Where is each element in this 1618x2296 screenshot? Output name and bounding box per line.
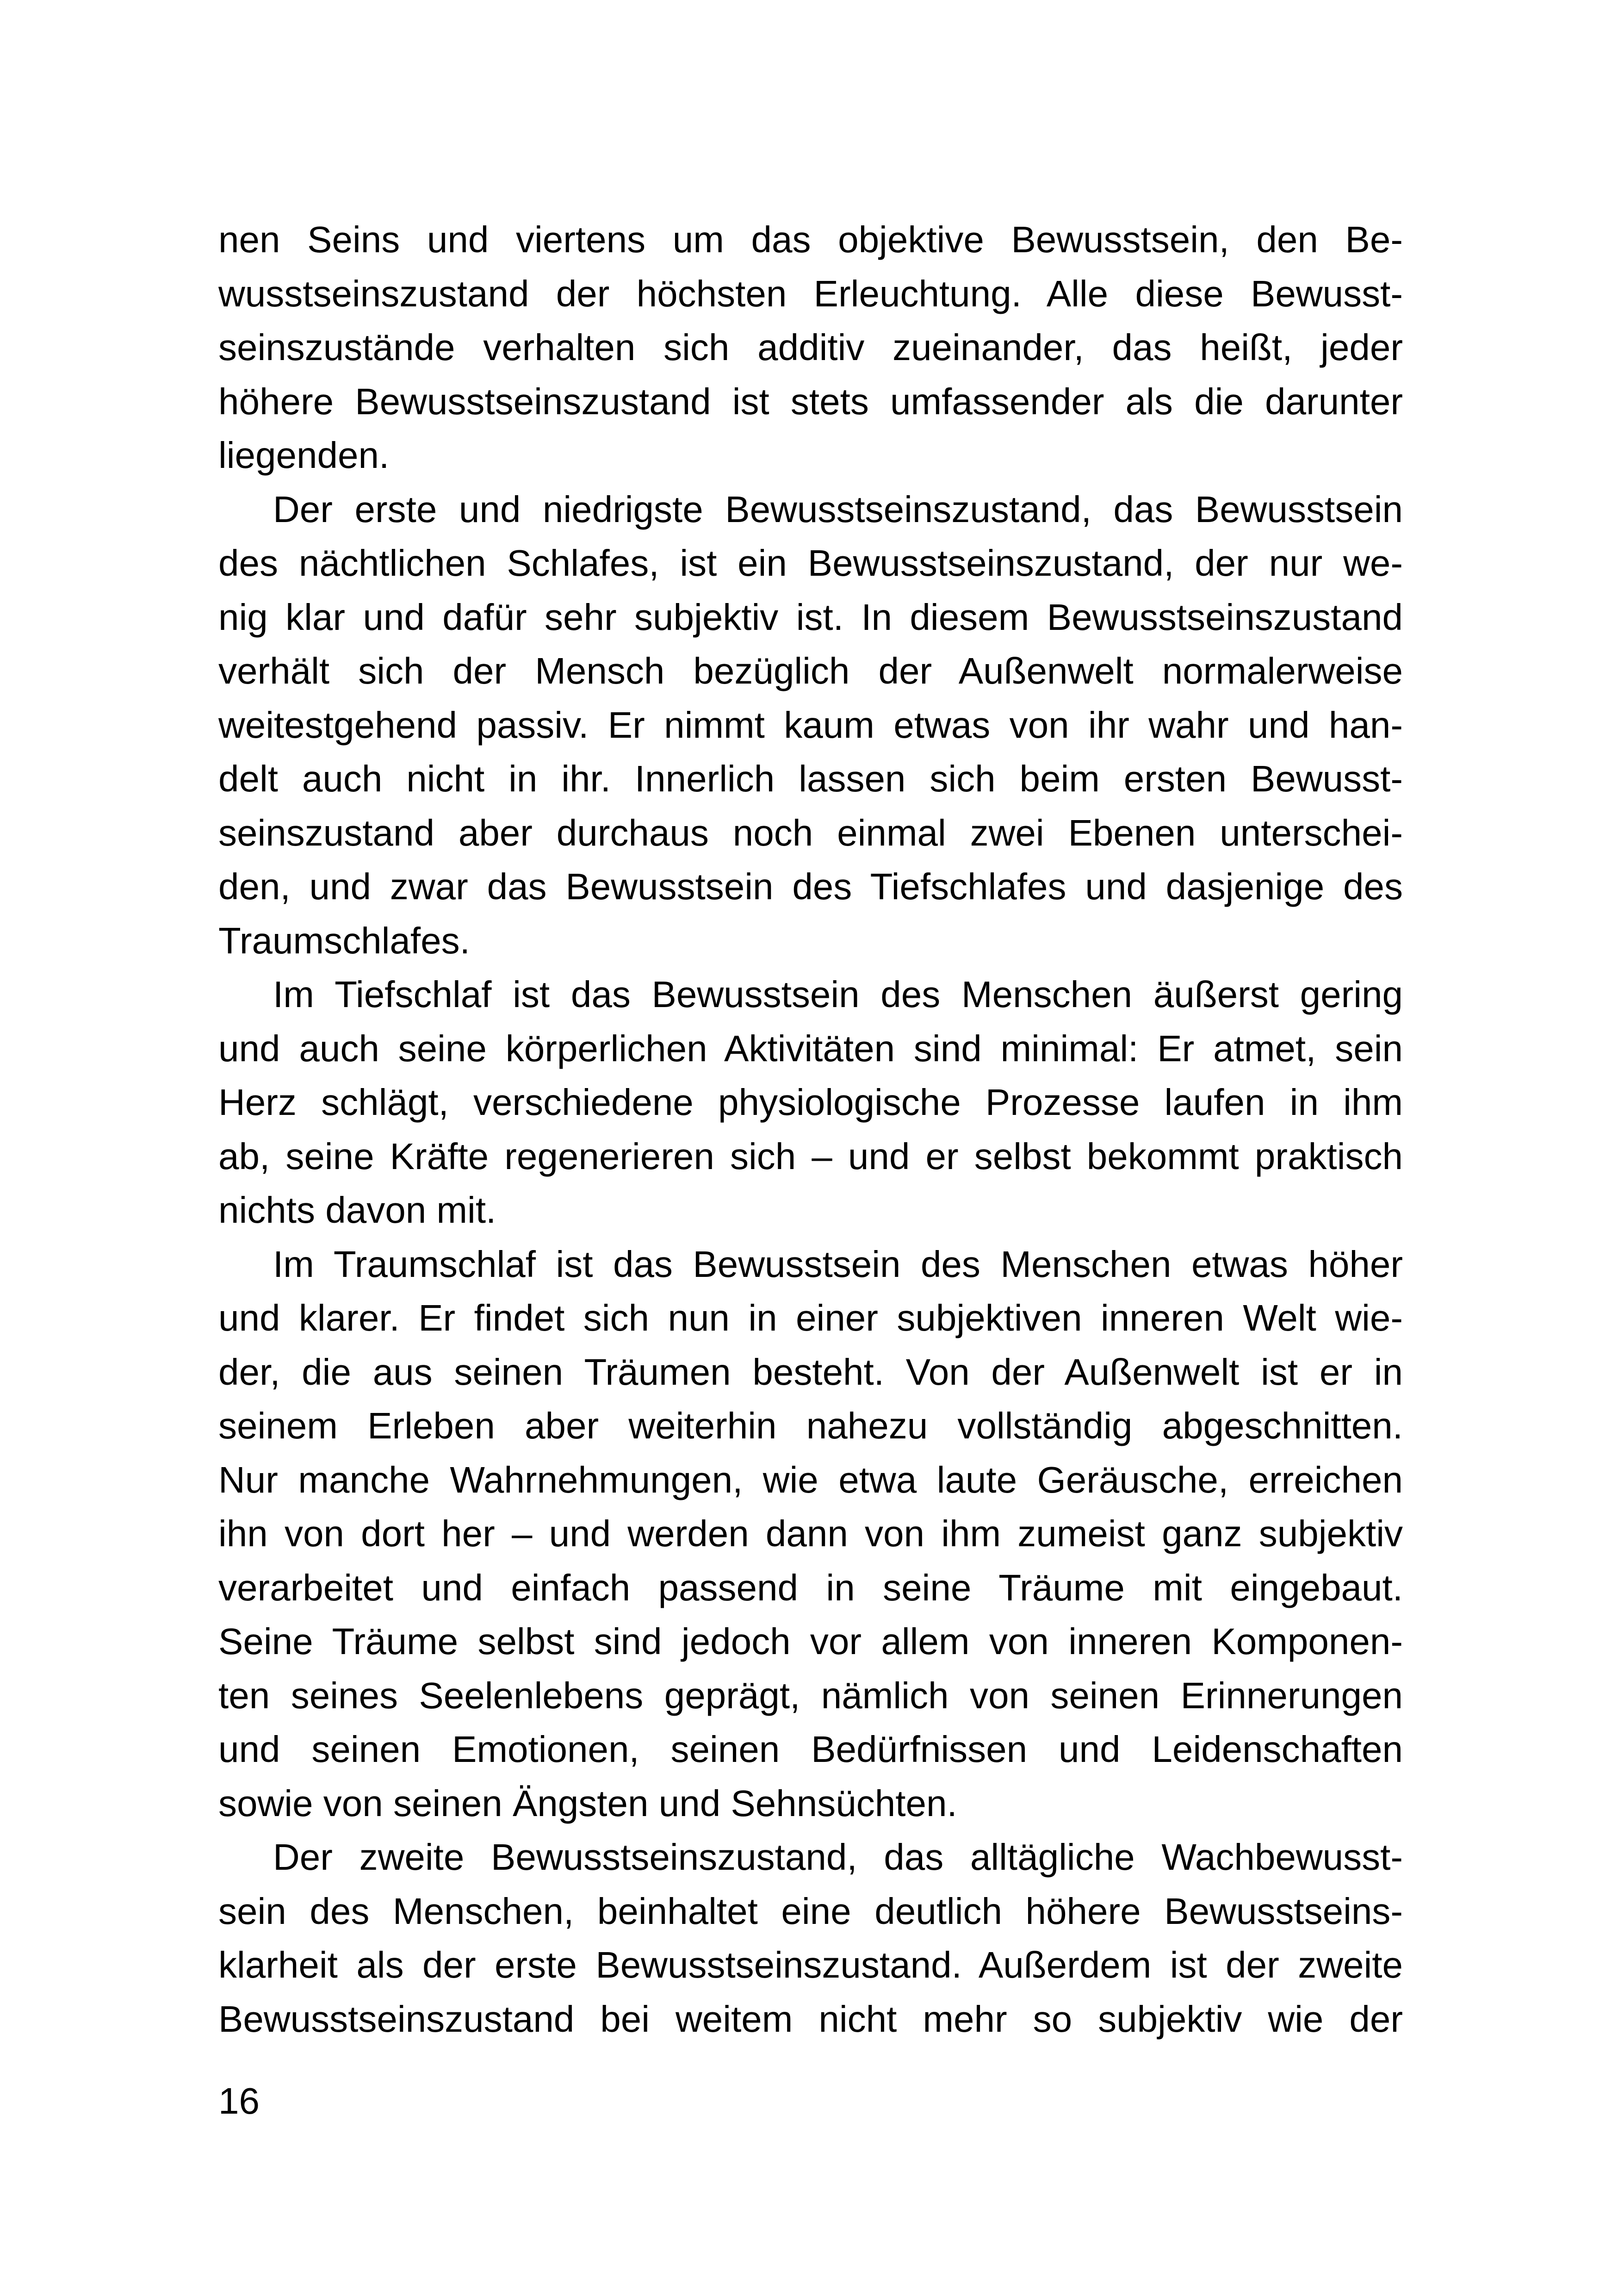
text-line: Im Traumschlaf ist das Bewusstsein des Menschen etwas höher [273, 1243, 1403, 1285]
page-number: 16 [218, 2080, 260, 2122]
text-line: klarheit als der erste Bewusstseinszustand. Außerdem ist der zweite [218, 1944, 1403, 1985]
text-line: nig klar und dafür sehr subjektiv ist. In diesem Bewusstseinszustand [218, 596, 1403, 638]
text-line: Herz schlägt, verschiedene physiologische Prozesse laufen in ihm [218, 1082, 1403, 1123]
text-line: höhere Bewusstseinszustand ist stets umfassender als die darunter [218, 380, 1403, 422]
text-line: liegenden. [218, 435, 390, 476]
text-line: sein des Menschen, beinhaltet eine deutlich höhere Bewusstseins- [218, 1890, 1403, 1932]
text-line: Bewusstseinszustand bei weitem nicht mehr so subjektiv wie der [218, 1998, 1403, 2040]
text-line: den, und zwar das Bewusstsein des Tiefschlafes und dasjenige des [218, 866, 1403, 907]
text-line: Der erste und niedrigste Bewusstseinszustand, das Bewusstsein [273, 488, 1403, 530]
text-line: und klarer. Er findet sich nun in einer subjektiven inneren Welt wie- [218, 1297, 1403, 1338]
text-line: Im Tiefschlaf ist das Bewusstsein des Menschen äußerst gering [273, 974, 1403, 1015]
text-line: delt auch nicht in ihr. Innerlich lassen sich beim ersten Bewusst- [218, 758, 1403, 799]
text-line: nichts davon mit. [218, 1189, 496, 1231]
text-line: nen Seins und viertens um das objektive Bewusstsein, den Be- [218, 219, 1403, 260]
text-line: seinem Erleben aber weiterhin nahezu vollständig abgeschnitten. [218, 1405, 1403, 1446]
text-line: weitestgehend passiv. Er nimmt kaum etwas von ihr wahr und han- [218, 704, 1403, 746]
text-line: seinszustand aber durchaus noch einmal zwei Ebenen unterschei- [218, 812, 1403, 853]
text-line: Der zweite Bewusstseinszustand, das alltägliche Wachbewusst- [273, 1836, 1403, 1878]
text-line: verhält sich der Mensch bezüglich der Außenwelt normalerweise [218, 650, 1403, 691]
text-line: sowie von seinen Ängsten und Sehnsüchten. [218, 1782, 957, 1824]
text-line: Traumschlafes. [218, 920, 470, 961]
text-line: Nur manche Wahrnehmungen, wie etwa laute Geräusche, erreichen [218, 1459, 1403, 1500]
text-line: und auch seine körperlichen Aktivitäten sind minimal: Er atmet, sein [218, 1027, 1403, 1069]
text-line: ab, seine Kräfte regenerieren sich – und er selbst bekommt praktisch [218, 1135, 1403, 1177]
text-line: des nächtlichen Schlafes, ist ein Bewusstseinszustand, der nur we- [218, 542, 1403, 584]
text-line: Seine Träume selbst sind jedoch vor allem von inneren Komponen- [218, 1621, 1403, 1662]
body-text [218, 213, 1403, 2046]
text-line: und seinen Emotionen, seinen Bedürfnissen und Leidenschaften [218, 1729, 1403, 1770]
text-line: seinszustände verhalten sich additiv zueinander, das heißt, jeder [218, 327, 1403, 368]
text-line: der, die aus seinen Träumen besteht. Von der Außenwelt ist er in [218, 1351, 1403, 1393]
text-line: wusstseinszustand der höchsten Erleuchtung. Alle diese Bewusst- [218, 273, 1403, 314]
text-line: ihn von dort her – und werden dann von ihm zumeist ganz subjektiv [218, 1513, 1403, 1554]
text-line: ten seines Seelenlebens geprägt, nämlich von seinen Erinnerungen [218, 1674, 1403, 1716]
text-line: verarbeitet und einfach passend in seine Träume mit eingebaut. [218, 1567, 1403, 1608]
